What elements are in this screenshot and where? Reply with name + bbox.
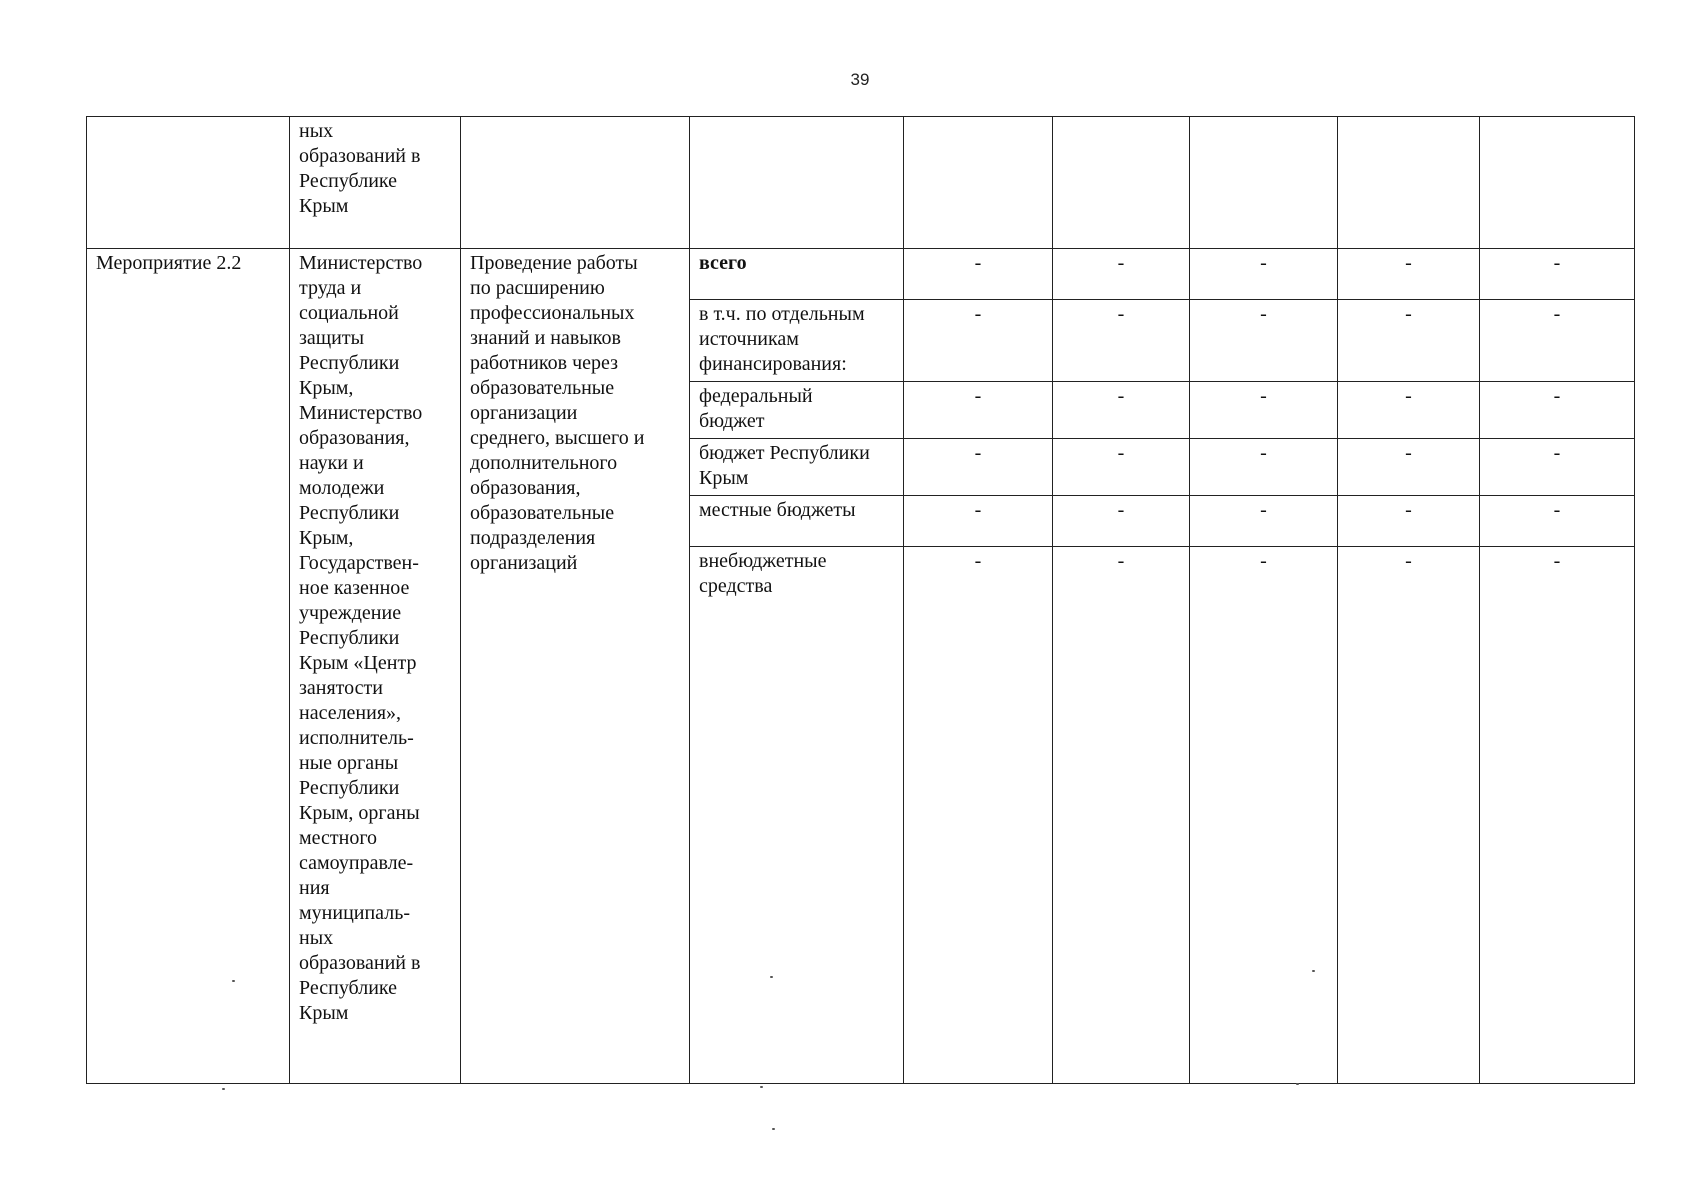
value-cell: -	[1053, 439, 1190, 496]
continuation-value-cell	[1053, 117, 1190, 249]
continuation-source-cell	[690, 117, 904, 249]
measure-description-cell	[461, 249, 690, 1084]
page-number: 39	[850, 70, 870, 89]
source-label-total: всего	[699, 252, 747, 274]
source-label: местные бюджеты	[699, 499, 856, 521]
measure-name-cell	[87, 249, 290, 1084]
value-cell: -	[1338, 300, 1480, 382]
value-cell: -	[904, 300, 1053, 382]
continuation-row	[87, 117, 1635, 249]
source-label: внебюджетные средства	[699, 550, 827, 597]
value-cell: -	[1480, 382, 1635, 439]
measure-executor-cell	[290, 249, 461, 1084]
value-cell: -	[904, 439, 1053, 496]
value-cell: -	[1190, 496, 1338, 547]
scan-speck	[1312, 970, 1315, 972]
continuation-measure-cell	[87, 117, 290, 249]
value-cell: -	[1053, 496, 1190, 547]
continuation-value-cell	[904, 117, 1053, 249]
continuation-description-cell	[461, 117, 690, 249]
value-cell: -	[1338, 249, 1480, 300]
source-label-cell	[690, 300, 904, 382]
value-cell: -	[1480, 496, 1635, 547]
continuation-value-cell	[1338, 117, 1480, 249]
value-cell: -	[904, 547, 1053, 1084]
value-cell: -	[1190, 382, 1338, 439]
source-label: федеральный бюджет	[699, 385, 813, 432]
funding-table	[86, 116, 1635, 1084]
value-cell: -	[1053, 547, 1190, 1084]
continuation-executor-text: ных образований в Республике Крым	[299, 120, 421, 217]
continuation-value-cell	[1190, 117, 1338, 249]
value-cell: -	[1338, 439, 1480, 496]
value-cell: -	[1053, 300, 1190, 382]
value-cell: -	[1480, 300, 1635, 382]
value-cell: -	[1053, 249, 1190, 300]
measure-executor: Министерство труда и социальной защиты Республики Крым, Министерство образования, науки и молодежи Республики Крым, Государствен- ное казенное учреждение Республики Крым «Центр занятости населения», исполнитель- ные органы Республики Крым, органы местного самоуправле- ния муниципаль- ных образований в Республике Крым	[299, 252, 423, 1024]
scan-speck	[772, 1128, 775, 1130]
scan-speck	[222, 1088, 225, 1090]
value-cell: -	[904, 382, 1053, 439]
scan-speck	[770, 976, 773, 978]
source-label-cell	[690, 439, 904, 496]
value-cell: -	[1338, 547, 1480, 1084]
source-label-cell	[690, 249, 904, 300]
scan-speck	[232, 980, 235, 982]
source-label: бюджет Республики Крым	[699, 442, 870, 489]
measure-description: Проведение работы по расширению профессиональных знаний и навыков работников через образовательные организации среднего, высшего и дополнительного образования, образовательные подразделения организаций	[470, 252, 645, 574]
value-cell: -	[1190, 439, 1338, 496]
value-cell: -	[1480, 439, 1635, 496]
source-label: в т.ч. по отдельным источникам финансирования:	[699, 303, 865, 375]
value-cell: -	[1338, 496, 1480, 547]
value-cell: -	[1190, 547, 1338, 1084]
value-cell: -	[1480, 547, 1635, 1084]
scan-speck	[1296, 1083, 1299, 1085]
measure-row	[87, 249, 1635, 300]
value-cell: -	[1480, 249, 1635, 300]
value-cell: -	[1053, 382, 1190, 439]
continuation-executor-cell	[290, 117, 461, 249]
value-cell: -	[1338, 382, 1480, 439]
value-cell: -	[904, 496, 1053, 547]
source-label-cell	[690, 382, 904, 439]
continuation-value-cell	[1480, 117, 1635, 249]
scan-speck	[760, 1086, 763, 1088]
value-cell: -	[1190, 249, 1338, 300]
value-cell: -	[904, 249, 1053, 300]
source-label-cell	[690, 547, 904, 1084]
source-label-cell	[690, 496, 904, 547]
value-cell: -	[1190, 300, 1338, 382]
measure-name: Мероприятие 2.2	[96, 252, 242, 274]
